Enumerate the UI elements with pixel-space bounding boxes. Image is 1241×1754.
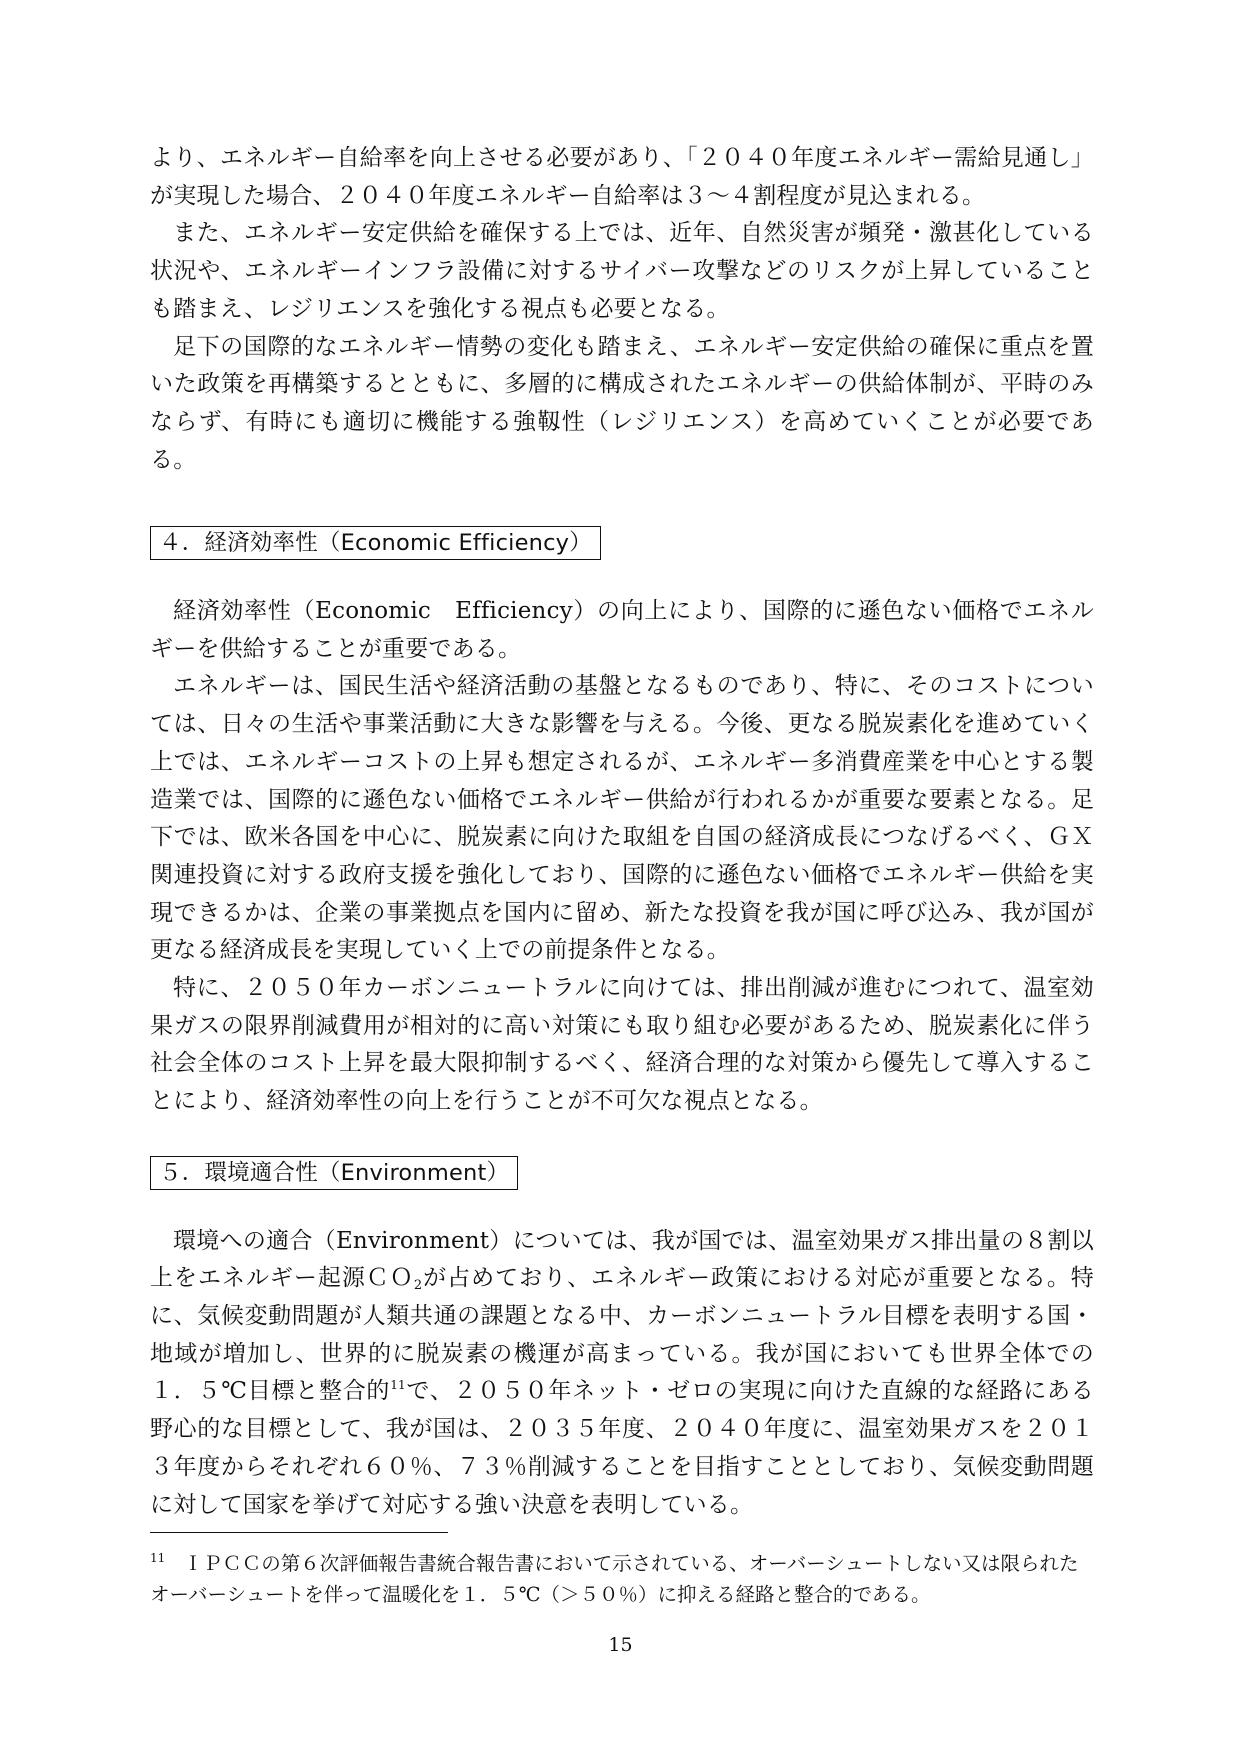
footnote-mark: 11 [150,1551,166,1565]
subscript: 2 [413,1278,423,1294]
footnote-text: ＩＰＣＣの第６次評価報告書統合報告書において示されている、オーバーシュートしない又は限られたオーバーシュートを伴って温暖化を１．５℃（＞５０％）に抑える経路と整合的である。 [150,1552,1079,1606]
document-body [150,140,1094,1524]
section-4-heading: ４．経済効率性（Economic Efficiency） [150,526,601,560]
paragraph: 特に、２０５０年カーボンニュートラルに向けては、排出削減が進むにつれて、温室効果ガスの限界削減費用が相対的に高い対策にも取り組む必要があるため、脱炭素化に伴う社会全体のコスト上昇を最大限抑制するべく、経済合理的な対策から優先して導入することにより、経済効率性の向上を行うことが不可欠な視点となる。 [150,975,1094,1115]
footnote-divider [150,1532,448,1533]
paragraph-text: が占めており、エネルギー政策における対応が重要となる。特に、気候変動問題が人類共通の課題となる中、カーボンニュートラル目標を表明する国・地域が増加し、世界的に脱炭素の機運が高まっている。我が国においても世界全体での１．５℃目標と整合的 [150,1265,1095,1405]
paragraph: 経済効率性（Economic Efficiency）の向上により、国際的に遜色ない価格でエネルギーを供給することが重要である。 [150,598,1094,662]
paragraph: より、エネルギー自給率を向上させる必要があり、「２０４０年度エネルギー需給見通し」が実現した場合、２０４０年度エネルギー自給率は３～４割程度が見込まれる。 [150,145,1094,209]
paragraph: また、エネルギー安定供給を確保する上では、近年、自然災害が頻発・激甚化している状況や、エネルギーインフラ設備に対するサイバー攻撃などのリスクが上昇していることも踏まえ、レジリエンスを強化する視点も必要となる。 [150,220,1094,322]
footnote-reference[interactable]: 11 [390,1378,406,1393]
section-5-heading-wrap [150,1155,1094,1193]
paragraph-text: 環境への適合（Environment）については、我が国では、温室効果ガス排出量の８割以上をエネルギー起源ＣＯ [150,1227,1094,1292]
section-4-heading-wrap [150,525,1094,563]
paragraph: 足下の国際的なエネルギー情勢の変化も踏まえ、エネルギー安定供給の確保に重点を置いた政策を再構築するとともに、多層的に構成されたエネルギーの供給体制が、平時のみならず、有時にも適切に機能する強靱性（レジリエンス）を高めていくことが必要である。 [150,333,1094,473]
footnote [150,1548,1094,1610]
paragraph [150,1223,1094,1525]
page-number: 15 [608,1634,633,1656]
paragraph: エネルギーは、国民生活や経済活動の基盤となるものであり、特に、そのコストについては、日々の生活や事業活動に大きな影響を与える。今後、更なる脱炭素化を進めていく上では、エネルギーコストの上昇も想定されるが、エネルギー多消費産業を中心とする製造業では、国際的に遜色ない価格でエネルギー供給が行われるかが重要な要素となる。足下では、欧米各国を中心に、脱炭素に向けた取組を自国の経済成長につなげるべく、ＧＸ関連投資に対する政府支援を強化しており、国際的に遜色ない価格でエネルギー供給を実現できるかは、企業の事業拠点を国内に留め、新たな投資を我が国に呼び込み、我が国が更なる経済成長を実現していく上での前提条件となる。 [150,673,1094,964]
section-5-heading: ５．環境適合性（Environment） [150,1156,518,1190]
paragraph-text: で、２０５０年ネット・ゼロの実現に向けた直線的な経路にある野心的な目標として、我が国は、２０３５年度、２０４０年度に、温室効果ガスを２０１３年度からそれぞれ６０％、７３％削減することを目指すこととしており、気候変動問題に対して国家を挙げて対応する強い決意を表明している。 [150,1378,1095,1518]
